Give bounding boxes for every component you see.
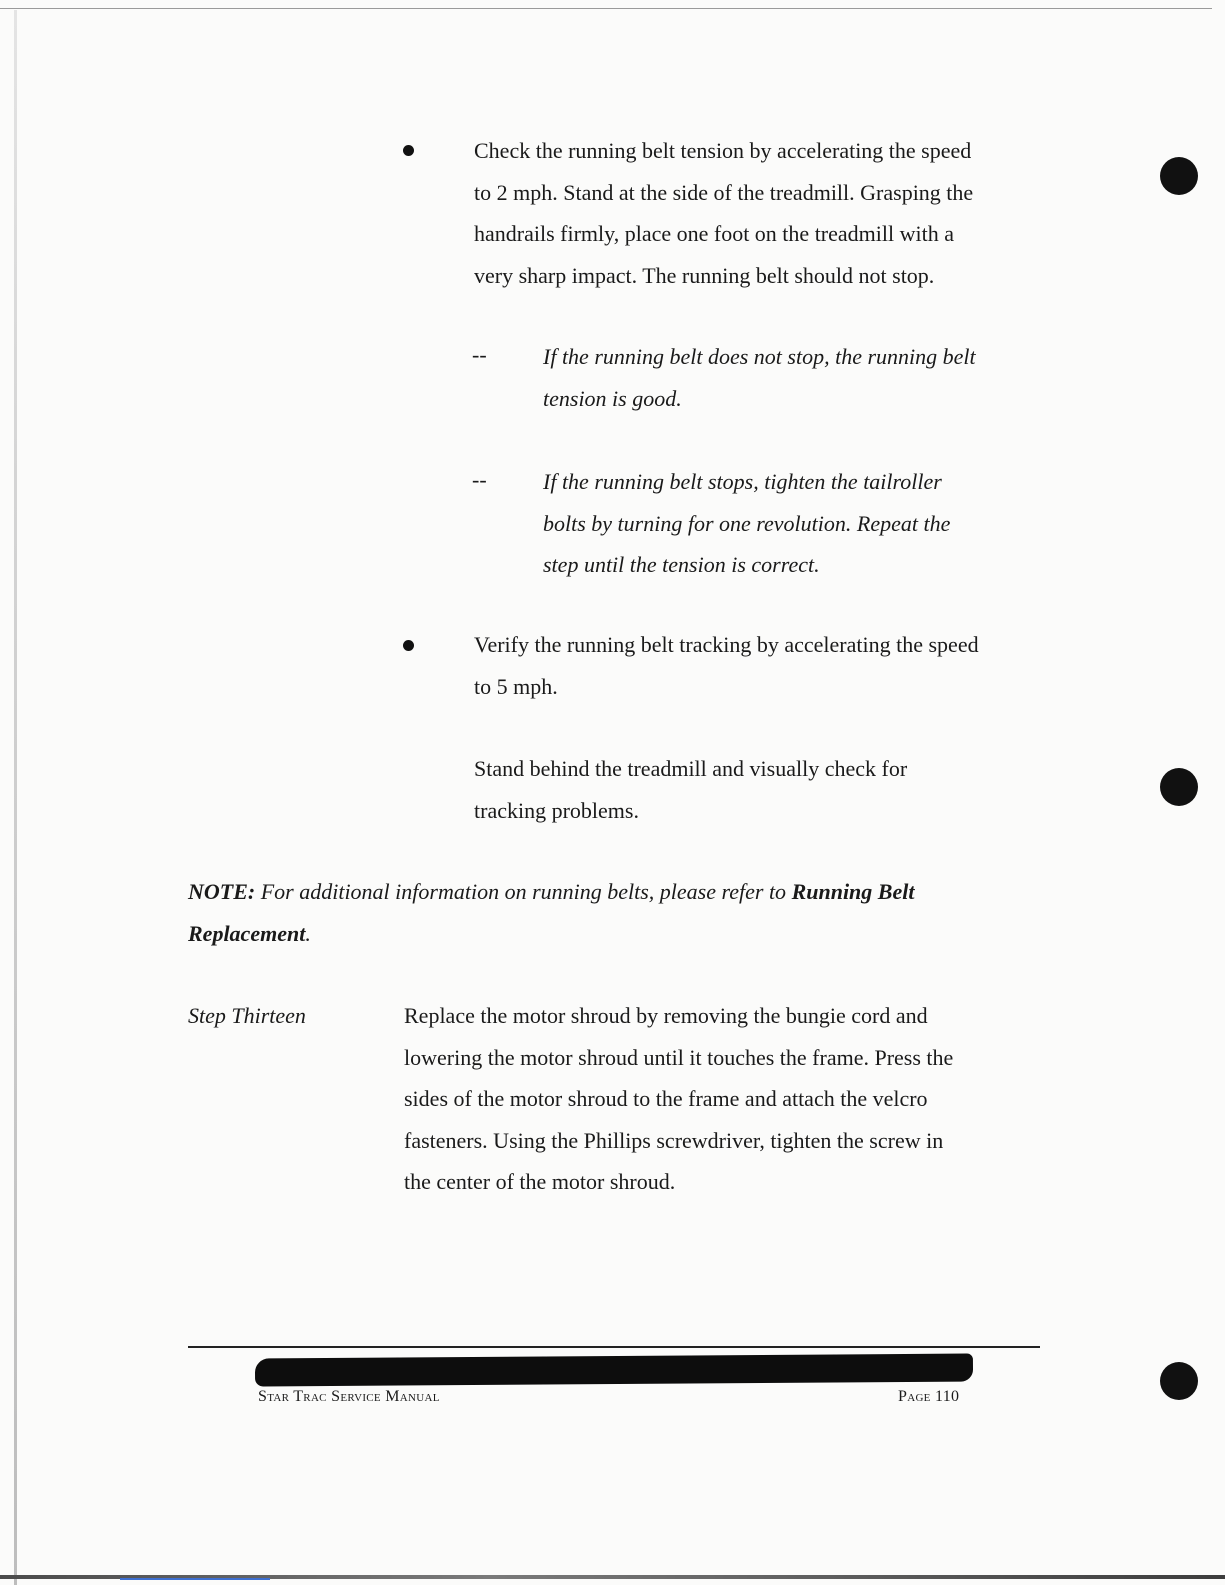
bullet-icon — [403, 640, 414, 651]
text-line: If the running belt stops, tighten the tailroller — [543, 469, 942, 494]
step-label: Step Thirteen — [188, 1003, 306, 1028]
dash-marker: -- — [472, 342, 487, 367]
binder-hole-top — [1160, 157, 1198, 195]
paragraph-visual-check — [474, 748, 974, 831]
text-line: If the running belt does not stop, the running belt — [543, 344, 976, 369]
scan-edge-top — [0, 8, 1212, 9]
sub-item-belt-stops — [543, 461, 1013, 586]
text-line: to 5 mph. — [474, 673, 558, 699]
note-suffix: . — [305, 920, 311, 946]
text-line: Replace the motor shroud by removing the bungie cord and — [404, 1003, 928, 1028]
binder-hole-middle — [1160, 768, 1198, 806]
dash-marker: -- — [472, 467, 487, 492]
text-line: the center of the motor shroud. — [404, 1169, 676, 1194]
text-line: Check the running belt tension by accelerating the speed — [474, 138, 972, 163]
text-line: lowering the motor shroud until it touches the frame. Press the — [404, 1044, 954, 1070]
bullet-icon — [403, 145, 414, 156]
text-line: tension is good. — [543, 385, 682, 411]
text-line: to 2 mph. Stand at the side of the treadmill. Grasping the — [474, 179, 974, 205]
bullet-paragraph-belt-tracking — [474, 624, 1044, 707]
text-line: sides of the motor shroud to the frame and attach the velcro — [404, 1086, 928, 1111]
sub-item-belt-ok — [543, 336, 1043, 419]
text-line: step until the tension is correct. — [543, 552, 820, 577]
text-line: fasteners. Using the Phillips screwdriver, tighten the screw in — [404, 1127, 944, 1153]
text-line: Stand behind the treadmill and visually check for — [474, 756, 908, 781]
footer-page-number: Page 110 — [898, 1388, 960, 1405]
footer-manual-title: Star Trac Service Manual — [258, 1388, 440, 1405]
scan-edge-left — [14, 10, 17, 1585]
note-paragraph — [188, 871, 1028, 954]
text-line: bolts by turning for one revolution. Repeat the — [543, 510, 951, 536]
text-line: tracking problems. — [474, 797, 639, 823]
bullet-paragraph-belt-tension — [474, 130, 1044, 296]
footer-rule — [188, 1346, 1040, 1348]
text-line: Verify the running belt tracking by accelerating the speed — [474, 632, 979, 657]
text-line: handrails firmly, place one foot on the treadmill with a — [474, 221, 954, 246]
text-line: very sharp impact. The running belt should not stop. — [474, 262, 935, 288]
redaction-mark — [255, 1353, 973, 1386]
note-reference-cont: Replacement — [188, 920, 306, 946]
scan-edge-blue-mark — [120, 1578, 270, 1580]
note-text: For additional information on running belts, please refer to — [255, 879, 792, 904]
step-paragraph — [404, 995, 1024, 1203]
note-reference: Running Belt — [791, 879, 915, 904]
binder-hole-bottom — [1160, 1362, 1198, 1400]
note-label: NOTE: — [188, 879, 256, 904]
